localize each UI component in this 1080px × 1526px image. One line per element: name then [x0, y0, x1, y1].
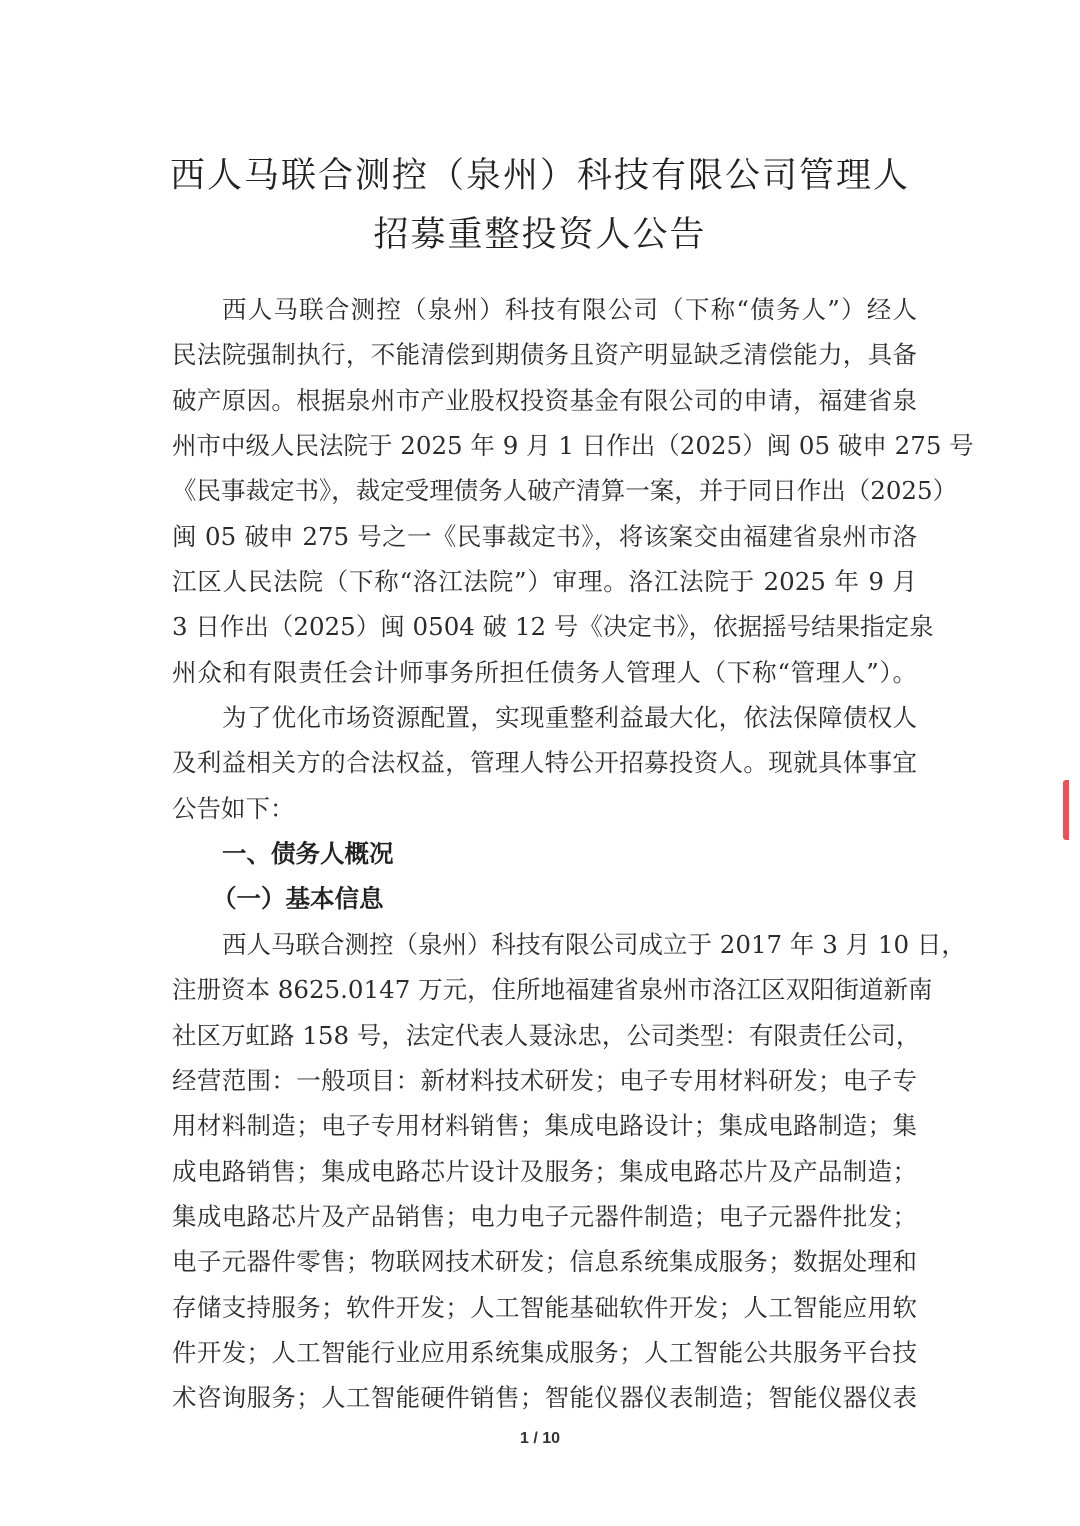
paragraph-line: 件开发；人工智能行业应用系统集成服务；人工智能公共服务平台技 — [172, 1337, 917, 1367]
paragraph-line: 注册资本 8625.0147 万元，住所地福建省泉州市洛江区双阳街道新南 — [172, 975, 933, 1005]
paragraph-line: 闽 05 破申 275 号之一《民事裁定书》，将该案交由福建省泉州市洛 — [172, 521, 917, 551]
paragraph-line: 3 日作出（2025）闽 0504 破 12 号《决定书》，依据摇号结果指定泉 — [172, 612, 934, 642]
paragraph-line: 江区人民法院（下称“洛江法院”）审理。洛江法院于 2025 年 9 月 — [172, 567, 917, 597]
section-heading: 一、债务人概况 — [222, 839, 394, 869]
paragraph-line: 术咨询服务；人工智能硬件销售；智能仪器仪表制造；智能仪器仪表 — [172, 1383, 917, 1413]
paragraph-line: 《民事裁定书》，裁定受理债务人破产清算一案，并于同日作出（2025） — [172, 476, 958, 506]
paragraph-line: 为了优化市场资源配置，实现重整利益最大化，依法保障债权人 — [222, 703, 917, 733]
paragraph-line: 公告如下： — [172, 793, 295, 823]
paragraph-line: 民法院强制执行，不能清偿到期债务且资产明显缺乏清偿能力，具备 — [172, 340, 917, 370]
paragraph-line: 州众和有限责任会计师事务所担任债务人管理人（下称“管理人”）。 — [172, 657, 917, 687]
paragraph-line: 集成电路芯片及产品销售；电力电子元器件制造；电子元器件批发； — [172, 1201, 917, 1231]
paragraph-line: 成电路销售；集成电路芯片设计及服务；集成电路芯片及产品制造； — [172, 1156, 917, 1186]
paragraph-line: 州市中级人民法院于 2025 年 9 月 1 日作出（2025）闽 05 破申 275 号 — [172, 431, 974, 461]
red-seal-fragment-icon — [1063, 780, 1069, 840]
document-title-line1: 西人马联合测控（泉州）科技有限公司管理人 — [169, 156, 910, 196]
document-body — [172, 287, 974, 1421]
paragraph-line: 存储支持服务；软件开发；人工智能基础软件开发；人工智能应用软 — [172, 1292, 917, 1322]
paragraph-line: 西人马联合测控（泉州）科技有限公司成立于 2017 年 3 月 10 日， — [222, 929, 966, 959]
paragraph-line: 电子元器件零售；物联网技术研发；信息系统集成服务；数据处理和 — [172, 1247, 917, 1277]
document-title-line2: 招募重整投资人公告 — [373, 215, 707, 255]
subsection-heading: （一）基本信息 — [212, 884, 384, 914]
page-indicator: 1 / 10 — [519, 1430, 561, 1447]
paragraph-line: 西人马联合测控（泉州）科技有限公司（下称“债务人”）经人 — [222, 295, 917, 324]
paragraph-line: 社区万虹路 158 号，法定代表人聂泳忠，公司类型：有限责任公司， — [172, 1020, 921, 1050]
paragraph-line: 经营范围：一般项目：新材料技术研发；电子专用材料研发；电子专 — [172, 1065, 917, 1095]
paragraph-line: 破产原因。根据泉州市产业股权投资基金有限公司的申请，福建省泉 — [172, 385, 917, 415]
paragraph-line: 用材料制造；电子专用材料销售；集成电路设计；集成电路制造；集 — [172, 1111, 917, 1141]
paragraph-line: 及利益相关方的合法权益，管理人特公开招募投资人。现就具体事宜 — [172, 748, 917, 778]
